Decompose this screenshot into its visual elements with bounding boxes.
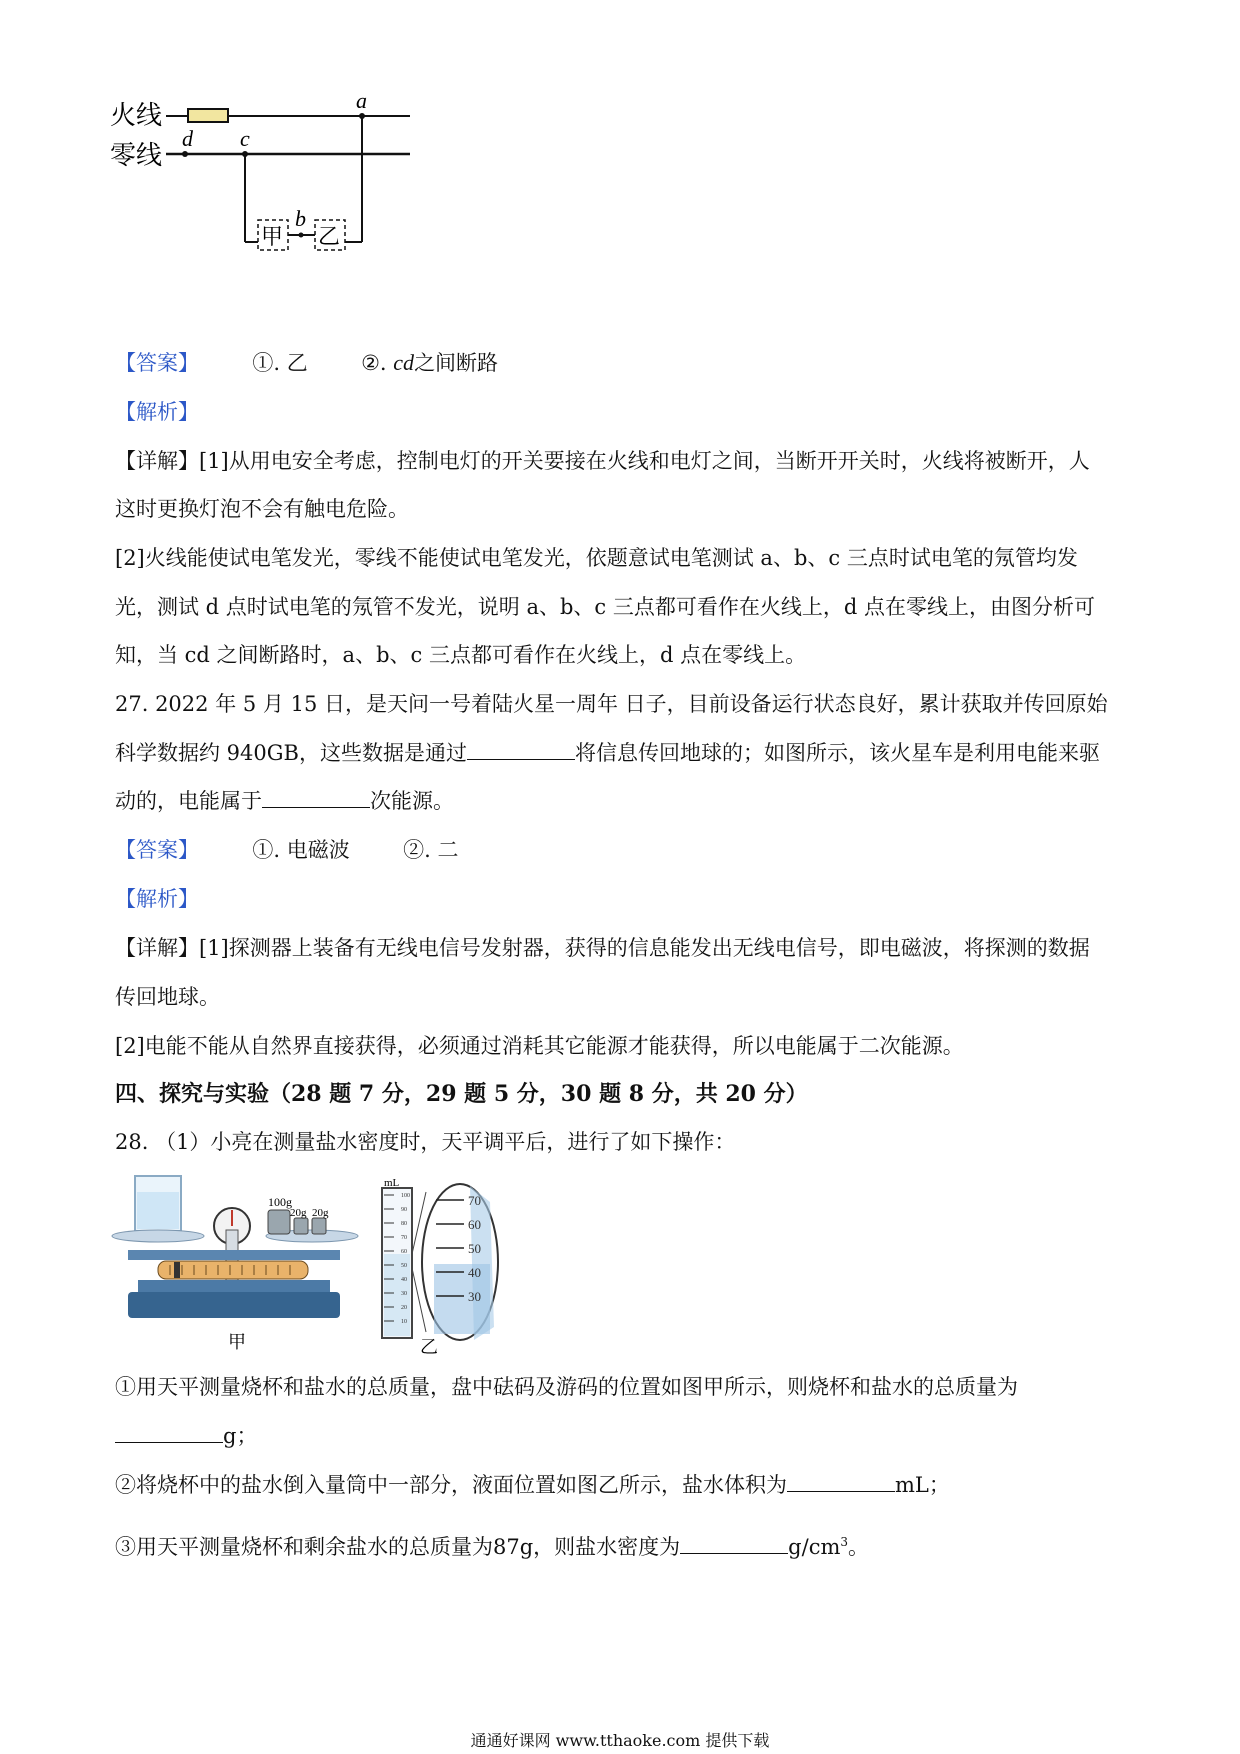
circuit-diagram <box>110 90 470 290</box>
cyl-tick: 70 <box>401 1235 407 1241</box>
q28-blank-3[interactable] <box>680 1533 788 1554</box>
q28-step3-sup: 3 <box>840 1535 849 1549</box>
weight-label-20g-2: 20g <box>312 1207 329 1219</box>
weight-20g-1 <box>294 1218 308 1234</box>
answer-1: ①. 电磁波 <box>252 838 350 862</box>
rider-icon <box>174 1262 180 1278</box>
answer-2-italic: cd <box>393 350 415 375</box>
q27-line2-a: 科学数据约 940GB，这些数据是通过 <box>115 741 467 765</box>
section4-title: 四、探究与实验（28 题 7 分，29 题 5 分，30 题 8 分，共 20 分） <box>115 1081 808 1107</box>
point-a: a <box>356 90 367 113</box>
q28-step2 <box>115 1470 950 1500</box>
q28-step1-line2 <box>115 1421 257 1451</box>
box-jia-label: 甲 <box>261 224 284 249</box>
zoom-tick: 60 <box>468 1217 481 1232</box>
figure-label-jia: 甲 <box>228 1332 246 1352</box>
q28-step3 <box>115 1527 869 1562</box>
answer-2-prefix: ②. <box>361 351 394 375</box>
q26-detail-line5: 知，当 cd 之间断路时，a、b、c 三点都可看作在火线上，d 点在零线上。 <box>115 643 807 667</box>
q28-blank-1[interactable] <box>115 1422 223 1443</box>
q27-line3 <box>115 786 454 816</box>
q26-answer <box>115 348 498 378</box>
cyl-tick: 50 <box>401 1263 407 1269</box>
cylinder-unit: mL <box>384 1177 400 1189</box>
q27-line3-a: 动的，电能属于 <box>115 789 262 813</box>
box-yi-label: 乙 <box>318 224 341 249</box>
detail-label: 【详解】 <box>115 936 199 960</box>
q27-detail-line3: [2]电能不能从自然界直接获得，必须通过消耗其它能源才能获得，所以电能属于二次能源。 <box>115 1034 964 1058</box>
q26-analysis-label: 【解析】 <box>115 400 199 424</box>
q27-blank-1[interactable] <box>467 739 575 760</box>
q28-step1-unit: g； <box>223 1424 258 1448</box>
answer-label: 【答案】 <box>115 838 199 862</box>
answer-2-suffix: 之间断路 <box>414 351 499 375</box>
live-wire-label: 火线 <box>110 101 163 130</box>
fuse-symbol <box>188 109 228 122</box>
q26-detail-line2: 这时更换灯泡不会有触电危险。 <box>115 497 409 521</box>
cyl-tick: 80 <box>401 1221 407 1227</box>
q28-blank-2[interactable] <box>787 1471 895 1492</box>
detail-text: [1]从用电安全考虑，控制电灯的开关要接在火线和电灯之间，当断开开关时，火线将被断开，人 <box>199 449 1090 473</box>
cyl-tick: 40 <box>401 1277 407 1283</box>
point-c: c <box>240 126 250 151</box>
q28-step3-unit: g/cm <box>788 1535 841 1559</box>
answer-1: ①. 乙 <box>252 351 308 375</box>
weight-100g <box>268 1210 290 1234</box>
q27-line2-b: 将信息传回地球的；如图所示，该火星车是利用电能来驱 <box>574 741 1100 765</box>
detail-text: [1]探测器上装备有无线电信号发射器，获得的信息能发出无线电信号，即电磁波，将探测的数据 <box>199 936 1090 960</box>
answer-2: ②. 二 <box>403 838 459 862</box>
q28-step3-mass: 87g <box>493 1535 534 1559</box>
q28-step3-b: ，则盐水密度为 <box>533 1535 681 1559</box>
neutral-wire-label: 零线 <box>110 141 163 170</box>
figure-label-yi: 乙 <box>420 1337 438 1357</box>
cylinder-figure <box>374 1172 524 1357</box>
zoom-tick: 40 <box>468 1265 481 1280</box>
cyl-tick: 20 <box>401 1305 407 1311</box>
zoom-tick: 70 <box>468 1193 481 1208</box>
q28-intro: 28. （1）小亮在测量盐水密度时，天平调平后，进行了如下操作： <box>115 1130 736 1154</box>
q27-line1: 27. 2022 年 5 月 15 日，是天问一号着陆火星一周年 日子，目前设备运行状态良好，累计获取并传回原始 <box>115 692 1108 716</box>
balance-scale-bar <box>158 1261 308 1279</box>
q28-step2-unit: mL； <box>895 1473 950 1497</box>
q28-step2-a: ②将烧杯中的盐水倒入量筒中一部分，液面位置如图乙所示，盐水体积为 <box>115 1473 787 1497</box>
q28-step3-end: 。 <box>848 1535 870 1559</box>
q27-detail-line2: 传回地球。 <box>115 985 220 1009</box>
weight-label-100g: 100g <box>268 1195 292 1209</box>
q26-detail-line1 <box>115 446 1090 476</box>
cyl-tick: 60 <box>401 1249 407 1255</box>
cyl-tick: 100 <box>401 1193 410 1199</box>
q28-step3-a: ③用天平测量烧杯和剩余盐水的总质量为 <box>115 1535 493 1559</box>
cyl-tick: 90 <box>401 1207 407 1213</box>
q28-step1-line1: ①用天平测量烧杯和盐水的总质量，盘中砝码及游码的位置如图甲所示，则烧杯和盐水的总质量为 <box>115 1375 1018 1399</box>
q26-detail-line3: [2]火线能使试电笔发光，零线不能使试电笔发光，依题意试电笔测试 a、b、c 三点时试电笔的氖管均发 <box>115 546 1078 570</box>
point-b: b <box>295 206 306 231</box>
q27-line2 <box>115 738 1100 768</box>
answer-label: 【答案】 <box>115 351 199 375</box>
detail-label: 【详解】 <box>115 449 199 473</box>
zoom-tick: 50 <box>468 1241 481 1256</box>
weight-20g-2 <box>312 1218 326 1234</box>
q27-answer <box>115 835 458 865</box>
q27-detail-line1 <box>115 933 1090 963</box>
q26-detail-line4: 光，测试 d 点时试电笔的氖管不发光，说明 a、b、c 三点都可看作在火线上，d 点在零线上，由图分析可 <box>115 595 1095 619</box>
cyl-tick: 30 <box>401 1291 407 1297</box>
footer-text: 通通好课网 www.tthaoke.com 提供下载 <box>470 1731 770 1750</box>
zoom-tick: 30 <box>468 1289 481 1304</box>
q27-blank-2[interactable] <box>262 787 370 808</box>
point-d: d <box>182 126 193 151</box>
q27-line3-b: 次能源。 <box>370 789 454 813</box>
balance-figure <box>110 1170 360 1355</box>
q27-analysis-label: 【解析】 <box>115 887 199 911</box>
cyl-tick: 10 <box>401 1319 407 1325</box>
weight-label-20g-1: 20g <box>290 1207 307 1219</box>
